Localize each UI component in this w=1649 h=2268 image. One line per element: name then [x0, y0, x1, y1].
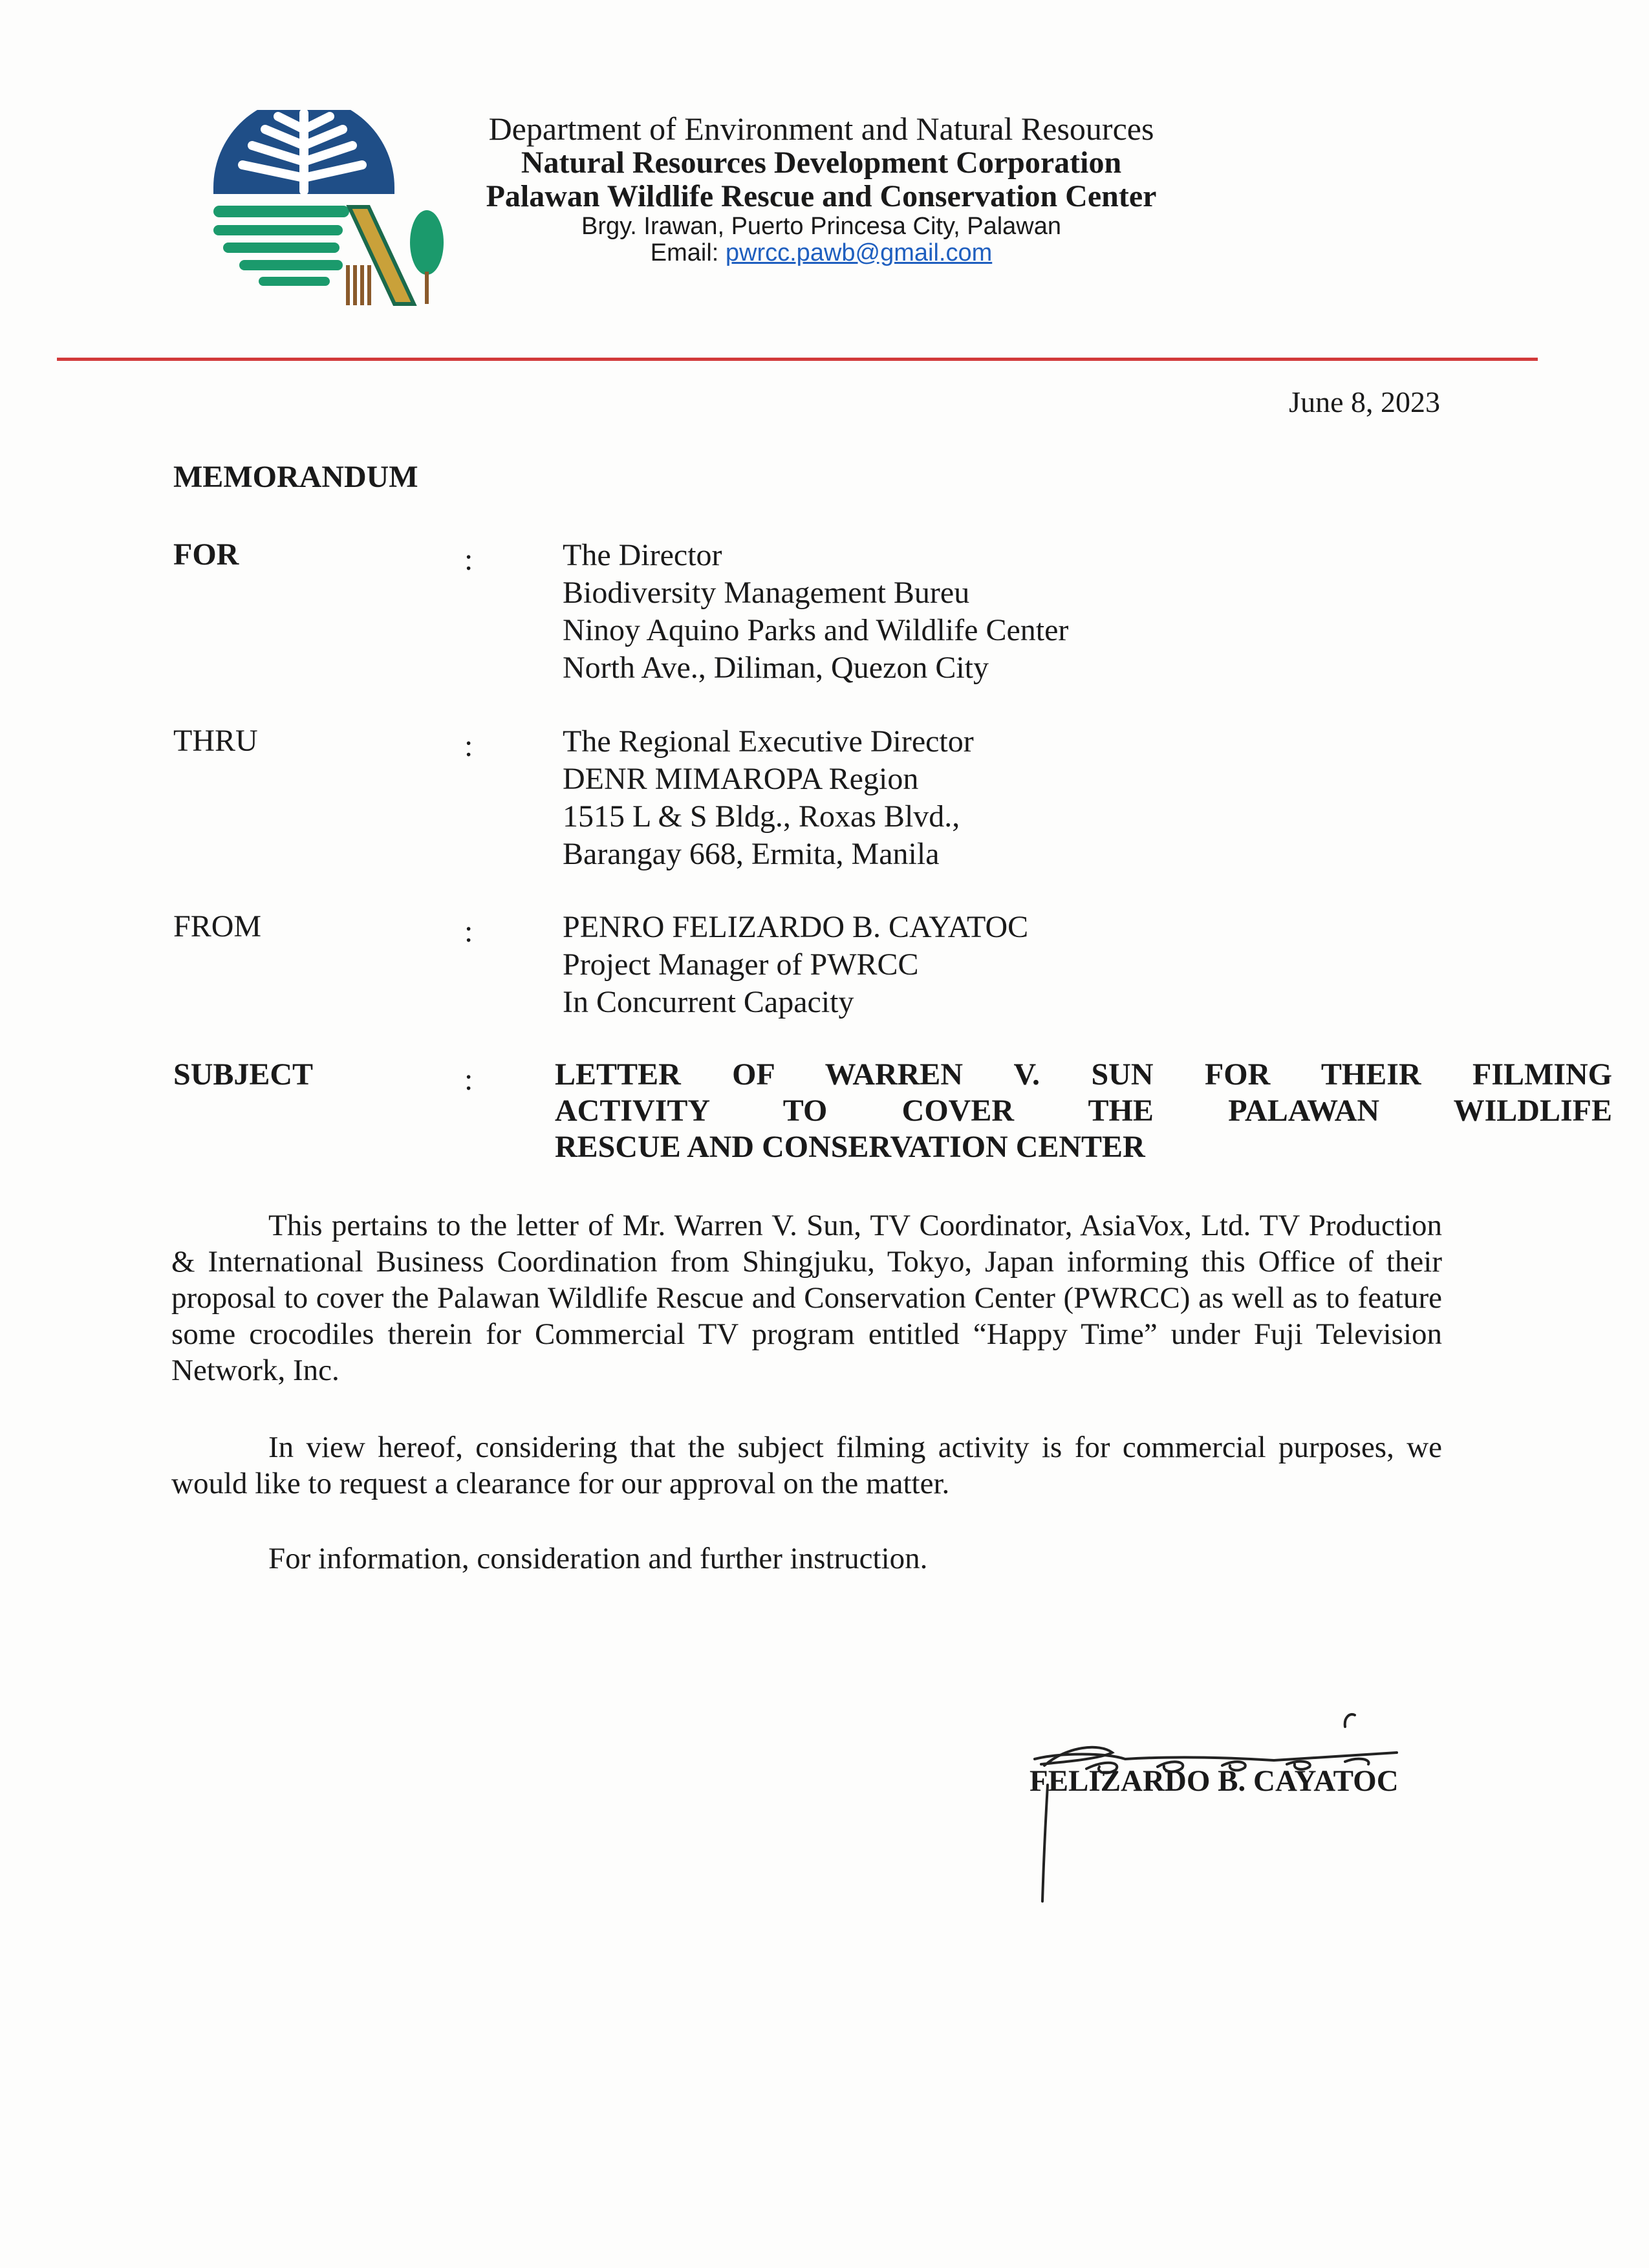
subject-colon: :	[464, 1063, 473, 1097]
thru-label: THRU	[173, 724, 258, 758]
corporation-name: Natural Resources Development Corporation	[521, 146, 1122, 180]
email-label: Email:	[650, 239, 726, 266]
subject-line: ACTIVITY TO COVER THE PALAWAN WILDLIFE	[555, 1094, 1612, 1128]
from-line: Project Manager of PWRCC	[563, 947, 919, 982]
email-link[interactable]: pwrcc.pawb@gmail.com	[725, 239, 993, 266]
letterhead	[401, 111, 1242, 266]
for-colon: :	[464, 543, 473, 577]
from-label: FROM	[173, 909, 262, 944]
email-line	[401, 240, 1242, 266]
body-paragraph-3: For information, consideration and further instruction.	[268, 1542, 928, 1575]
department-name: Department of Environment and Natural Resources	[488, 111, 1154, 147]
subject-line: RESCUE AND CONSERVATION CENTER	[555, 1130, 1145, 1164]
subject-line: LETTER OF WARREN V. SUN FOR THEIR FILMING	[555, 1057, 1612, 1092]
thru-line: DENR MIMAROPA Region	[563, 762, 919, 796]
subject-label: SUBJECT	[173, 1057, 314, 1092]
for-line: Ninoy Aquino Parks and Wildlife Center	[563, 613, 1069, 647]
body-paragraph-1: This pertains to the letter of Mr. Warren V. Sun, TV Coordinator, AsiaVox, Ltd. TV Production & International Business Coordination from Shingjuku, Tokyo, Japan informing this Office of their proposal to cover the Palawan Wildlife Rescue and Conservation Center (PWRCC) as well as to feature some crocodiles therein for Commercial TV program entitled “Happy Time” under Fuji Television Network, Inc.	[171, 1209, 1442, 1387]
thru-colon: :	[464, 729, 473, 763]
signatory-name: FELIZARDO B. CAYATOC	[1029, 1764, 1399, 1798]
from-line: PENRO FELIZARDO B. CAYATOC	[563, 910, 1029, 944]
memo-date: June 8, 2023	[1289, 385, 1440, 418]
thru-line: 1515 L & S Bldg., Roxas Blvd.,	[563, 799, 960, 834]
body-paragraph-2: In view hereof, considering that the subject filming activity is for commercial purposes, we would like to request a clearance for our approval on the matter.	[171, 1431, 1442, 1500]
thru-line: Barangay 668, Ermita, Manila	[563, 837, 940, 871]
from-sender	[563, 909, 1461, 1021]
header-divider	[57, 358, 1538, 361]
for-line: The Director	[563, 538, 722, 572]
center-name: Palawan Wildlife Rescue and Conservation Center	[486, 178, 1157, 213]
for-line: Biodiversity Management Bureu	[563, 576, 970, 610]
from-line: In Concurrent Capacity	[563, 985, 854, 1019]
for-label: FOR	[173, 537, 239, 572]
memo-title: MEMORANDUM	[173, 460, 418, 494]
for-line: North Ave., Diliman, Quezon City	[563, 651, 989, 685]
for-recipient	[563, 537, 1461, 687]
handwritten-signature-icon	[1009, 1707, 1474, 1914]
subject-text	[555, 1057, 1612, 1165]
from-colon: :	[464, 914, 473, 949]
thru-recipient	[563, 723, 1461, 873]
address: Brgy. Irawan, Puerto Princesa City, Palawan	[581, 212, 1062, 240]
thru-line: The Regional Executive Director	[563, 724, 974, 759]
